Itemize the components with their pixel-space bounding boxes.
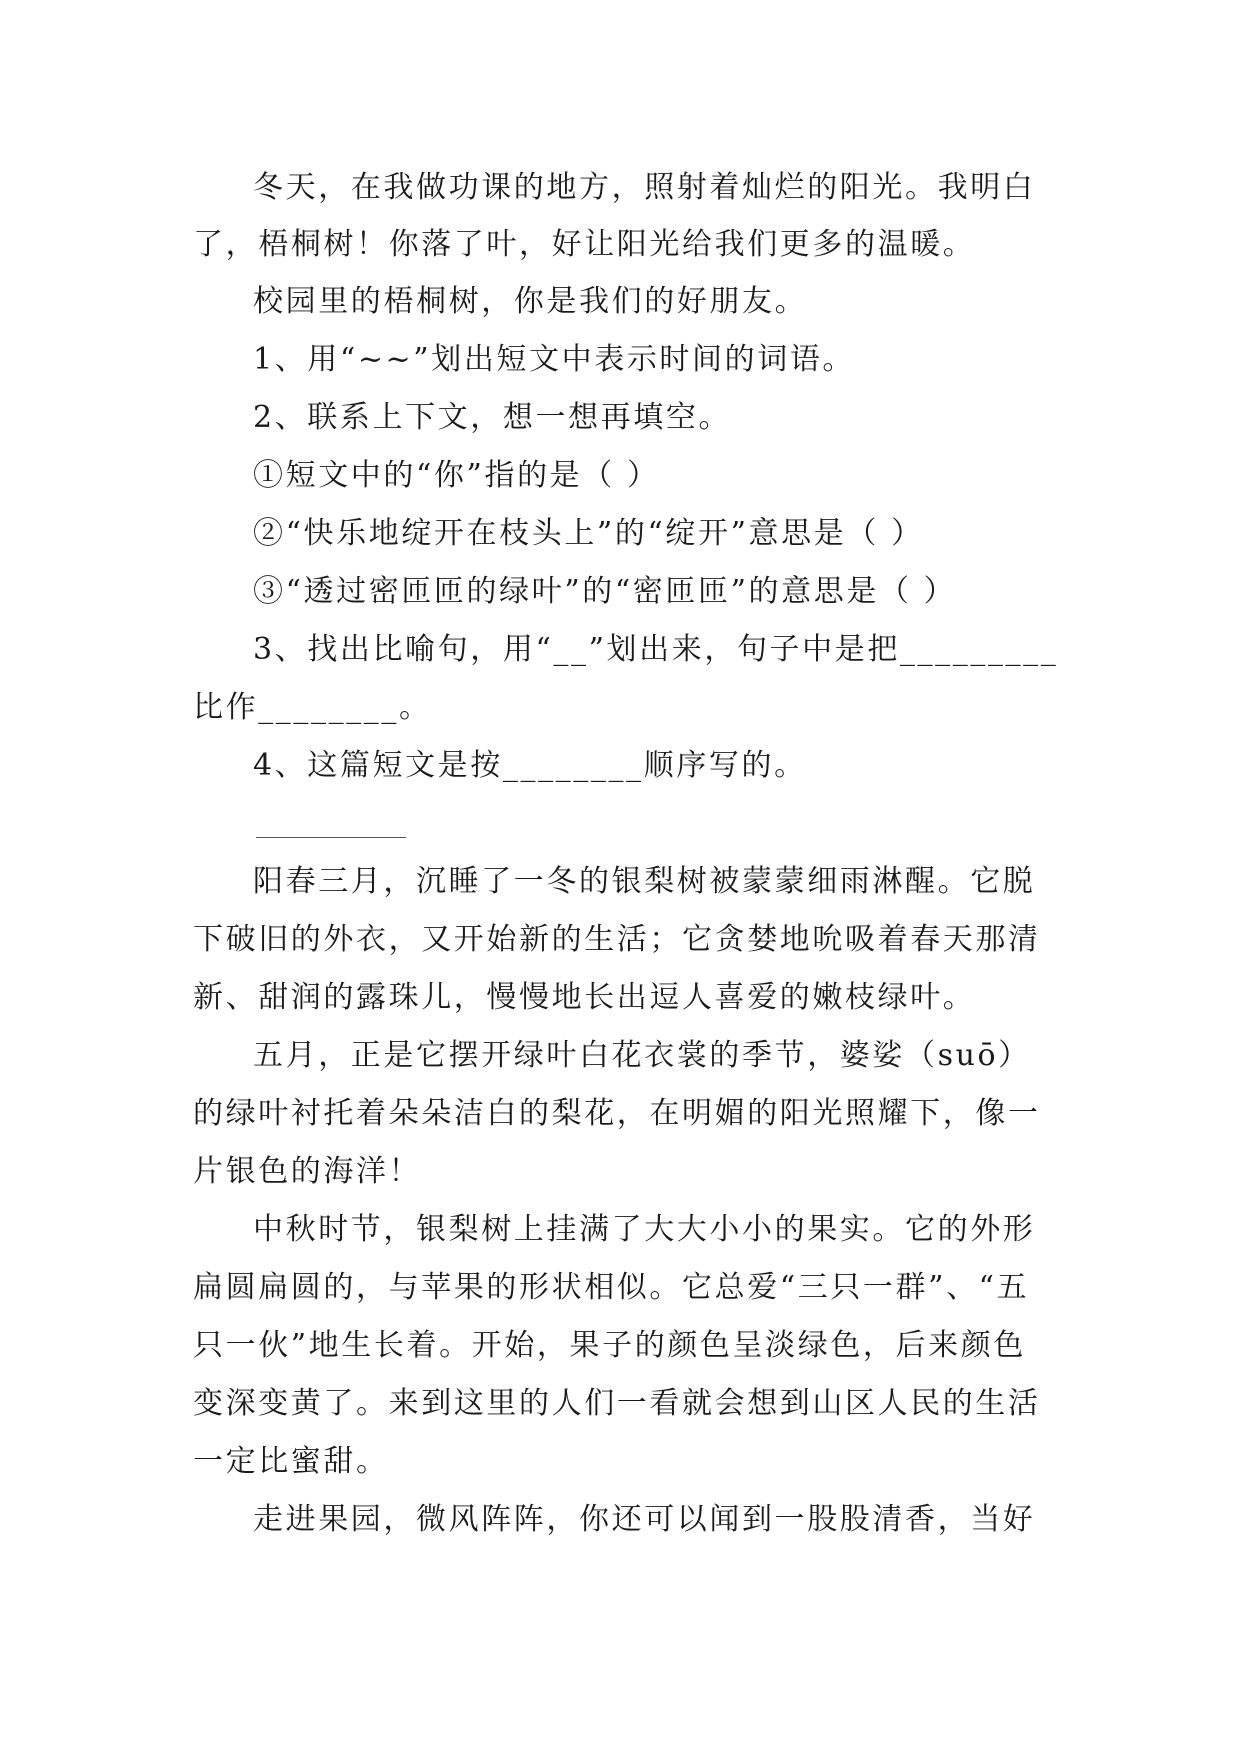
passage2-line-8: 扁圆扁圆的，与苹果的形状相似。它总爱“三只一群”、“五 <box>193 1270 1030 1305</box>
question-4: 4、这篇短文是按________顺序写的。 <box>253 748 807 783</box>
passage1-line-1: 冬天，在我做功课的地方，照射着灿烂的阳光。我明白 <box>253 170 1036 205</box>
passage2-line-12: 走进果园，微风阵阵，你还可以闻到一股股清香，当好 <box>253 1502 1036 1537</box>
question-3-line-2: 比作________。 <box>193 690 432 725</box>
passage1-line-3: 校园里的梧桐树，你是我们的好朋友。 <box>253 284 808 319</box>
passage2-line-7: 中秋时节，银梨树上挂满了大大小小的果实。它的外形 <box>253 1212 1036 1247</box>
passage2-line-4: 五月，正是它摆开绿叶白花衣裳的季节，婆娑（suō） <box>253 1038 1031 1073</box>
passage2-line-10: 变深变黄了。来到这里的人们一看就会想到山区人民的生活 <box>193 1386 1041 1421</box>
passage2-line-3: 新、甜润的露珠儿，慢慢地长出逗人喜爱的嫩枝绿叶。 <box>193 980 976 1015</box>
passage2-line-9: 只一伙”地生长着。开始，果子的颜色呈淡绿色，后来颜色 <box>193 1328 1026 1363</box>
passage2-line-2: 下破旧的外衣，又开始新的生活；它贪婪地吮吸着春天那清 <box>193 922 1041 957</box>
passage2-line-11: 一定比蜜甜。 <box>193 1444 389 1479</box>
passage2-line-5: 的绿叶衬托着朵朵洁白的梨花，在明媚的阳光照耀下，像一 <box>193 1096 1041 1131</box>
section-divider <box>256 837 406 838</box>
question-2-part-a: ①短文中的“你”指的是（ ） <box>253 458 660 493</box>
passage2-line-1: 阳春三月，沉睡了一冬的银梨树被蒙蒙细雨淋醒。它脱 <box>253 864 1036 899</box>
question-2-part-c: ③“透过密匝匝的绿叶”的“密匝匝”的意思是（ ） <box>253 574 957 609</box>
question-2: 2、联系上下文，想一想再填空。 <box>253 400 732 435</box>
question-1: 1、用“~~”划出短文中表示时间的词语。 <box>253 342 856 377</box>
question-3-line-1: 3、找出比喻句，用“__”划出来，句子中是把_________ <box>253 632 1059 667</box>
question-2-part-b: ②“快乐地绽开在枝头上”的“绽开”意思是（ ） <box>253 516 924 551</box>
passage1-line-2: 了，梧桐树！你落了叶，好让阳光给我们更多的温暖。 <box>193 227 976 262</box>
passage2-line-6: 片银色的海洋！ <box>193 1154 422 1189</box>
